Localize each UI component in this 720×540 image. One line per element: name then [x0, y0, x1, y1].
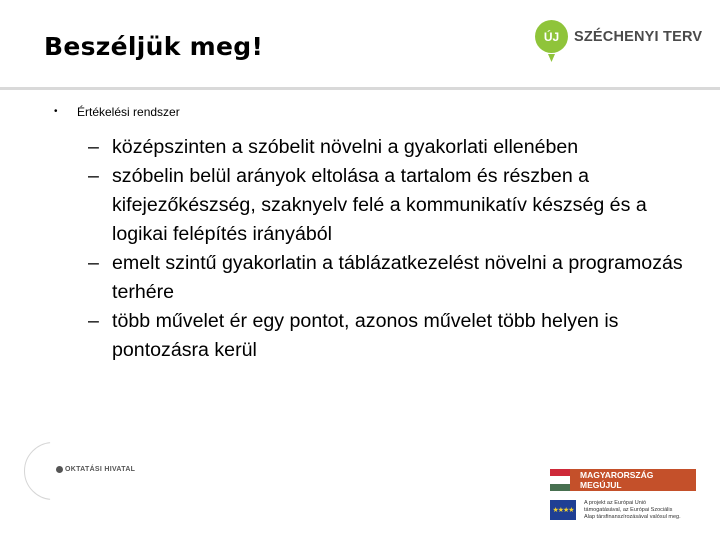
- logo-text: SZÉCHENYI TERV: [574, 28, 703, 45]
- header-divider: [0, 87, 720, 90]
- magyarorszag-megujul-banner: [550, 469, 696, 491]
- dash-marker: –: [88, 252, 99, 274]
- list-item: [88, 249, 698, 307]
- list-item: [88, 162, 698, 249]
- dash-marker: –: [88, 165, 99, 187]
- sub-bullet-list: [88, 133, 698, 365]
- dash-marker: –: [88, 136, 99, 158]
- eu-funding-note: A projekt az Európai Unió támogatásával, az Európai Szociális Alap társfinanszírozásával valósul meg.: [584, 500, 681, 520]
- bullet-marker: •: [54, 106, 58, 117]
- list-item-text: szóbelin belül arányok eltolása a tartalom és részben a kifejezőkészség, szaknyelv felé a kommunikatív készség és a logikai felépítés irányából: [112, 165, 647, 245]
- list-item-text: középszinten a szóbelit növelni a gyakorlati ellenében: [112, 136, 579, 158]
- banner-text: MAGYARORSZÁG MEGÚJUL: [570, 469, 696, 491]
- logo-dot-icon: [56, 466, 63, 473]
- slide-title: Beszéljük meg!: [44, 32, 264, 61]
- list-item: [88, 133, 698, 162]
- list-item: [88, 307, 698, 365]
- szechenyi-terv-logo: [535, 20, 702, 53]
- oktatasi-hivatal-logo: [20, 466, 135, 473]
- eu-flag-icon: ★★★★: [550, 500, 576, 520]
- dash-marker: –: [88, 310, 99, 332]
- list-item-text: több művelet ér egy pontot, azonos művelet több helyen is pontozásra kerül: [112, 310, 619, 361]
- list-item-text: emelt szintű gyakorlatin a táblázatkezelést növelni a programozás terhére: [112, 252, 683, 303]
- office-name: OKTATÁSI HIVATAL: [65, 466, 136, 473]
- logo-badge: ÚJ: [535, 20, 568, 53]
- hungarian-flag-icon: [550, 469, 570, 491]
- bullet-text: Értékelési rendszer: [77, 105, 180, 119]
